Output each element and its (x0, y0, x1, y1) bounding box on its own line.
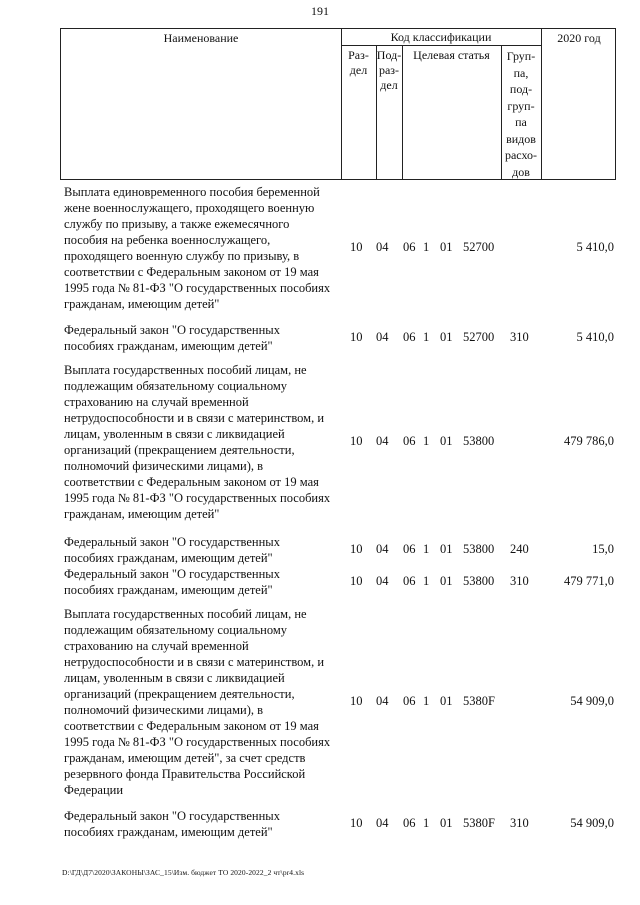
program-code: 06 (403, 330, 416, 344)
section-code: 10 (350, 240, 363, 254)
section-code: 10 (350, 434, 363, 448)
row-name-line: резервного фонда Правительства Российской (64, 767, 306, 781)
row-name-line: организаций (прекращением деятельности, (64, 443, 295, 457)
header-divider (341, 45, 541, 46)
event-code: 01 (440, 816, 453, 830)
row-name (64, 534, 342, 566)
row-name-line: страхованию на случай временной (64, 395, 249, 409)
header-group (501, 48, 541, 180)
direction-code: 53800 (463, 574, 495, 588)
row-name-line: проходящего военную службу по призыву, в (64, 249, 300, 263)
event-code: 01 (440, 694, 453, 708)
subsection-code: 04 (376, 694, 389, 708)
row-name-line: Выплата единовременного пособия беременной (64, 185, 320, 199)
row-name-line: Выплата государственных пособий лицам, не (64, 363, 307, 377)
subsection-code: 04 (376, 542, 389, 556)
subsection-code: 04 (376, 240, 389, 254)
row-name-line: Выплата государственных пособий лицам, не (64, 607, 307, 621)
row-name-line: полномочий физическими лицами), в (64, 459, 264, 473)
header-group-line: па, (513, 65, 529, 80)
section-code: 10 (350, 574, 363, 588)
direction-code: 52700 (463, 240, 495, 254)
page-number: 191 (311, 4, 329, 18)
direction-code: 5380F (463, 816, 495, 830)
event-code: 01 (440, 434, 453, 448)
header-group-line: па (515, 115, 527, 129)
row-name-line: подлежащим обязательному социальному (64, 623, 288, 637)
event-code: 01 (440, 574, 453, 588)
row-name-line: страхованию на случай временной (64, 639, 249, 653)
row-name (64, 808, 342, 840)
row-name-line: гражданам, имеющим детей" (64, 297, 220, 311)
row-name (64, 184, 342, 312)
direction-code: 53800 (463, 434, 495, 448)
header-group-line: расхо- (504, 148, 538, 162)
header-divider (541, 29, 542, 179)
row-name-line: соответствии с Федеральным законом от 19 мая (64, 719, 319, 733)
row-name-line: лицам, уволенным в связи с ликвидацией (64, 671, 285, 685)
header-section-line: дел (349, 63, 368, 77)
amount-2020: 54 909,0 (570, 816, 614, 830)
header-target-article: Целевая статья (413, 48, 490, 62)
row-name-line: нетрудоспособности и в связи с материнством, и (64, 411, 325, 425)
header-subsection-line: раз- (378, 63, 400, 77)
program-code: 06 (403, 694, 416, 708)
row-name (64, 362, 342, 522)
row-name (64, 566, 342, 598)
direction-code: 53800 (463, 542, 495, 556)
header-group-line: Груп- (506, 49, 536, 63)
header-section (341, 48, 376, 78)
row-name-line: соответствии с Федеральным законом от 19 мая (64, 265, 319, 279)
subprogram-code: 1 (423, 542, 430, 556)
program-code: 06 (403, 542, 416, 556)
row-name-line: Федерации (64, 783, 124, 797)
header-name: Наименование (163, 31, 239, 45)
section-code: 10 (350, 694, 363, 708)
header-divider (402, 46, 403, 179)
expense-type-code: 310 (510, 816, 529, 830)
row-name (64, 606, 342, 798)
subsection-code: 04 (376, 330, 389, 344)
amount-2020: 54 909,0 (570, 694, 614, 708)
header-group-line: груп- (507, 98, 535, 113)
amount-2020: 15,0 (592, 542, 614, 556)
row-name-line: Федеральный закон "О государственных (64, 535, 280, 549)
row-name-line: Федеральный закон "О государственных (64, 567, 280, 581)
row-name-line: соответствии с Федеральным законом от 19 мая (64, 475, 319, 489)
row-name-line: жене военнослужащего, проходящего военную (64, 201, 315, 215)
direction-code: 5380F (463, 694, 495, 708)
header-group-line: под- (509, 82, 533, 96)
subprogram-code: 1 (423, 330, 430, 344)
row-name-line: пособия на ребенка военнослужащего, (64, 233, 271, 247)
program-code: 06 (403, 816, 416, 830)
row-name-line: полномочий физическими лицами), в (64, 703, 264, 717)
row-name-line: Федеральный закон "О государственных (64, 323, 280, 337)
header-year: 2020 год (557, 31, 601, 45)
event-code: 01 (440, 542, 453, 556)
expense-type-code: 240 (510, 542, 529, 556)
header-group-line: видов (506, 131, 536, 146)
program-code: 06 (403, 434, 416, 448)
subsection-code: 04 (376, 816, 389, 830)
subsection-code: 04 (376, 574, 389, 588)
row-name-line: гражданам, имеющим детей", за счет средств (64, 751, 306, 765)
header-group-line: дов (512, 164, 530, 179)
event-code: 01 (440, 330, 453, 344)
amount-2020: 5 410,0 (576, 240, 614, 254)
event-code: 01 (440, 240, 453, 254)
row-name-line: 1995 года № 81-ФЗ "О государственных пособиях (64, 735, 331, 749)
subprogram-code: 1 (423, 816, 430, 830)
row-name (64, 322, 342, 354)
row-name-line: организаций (прекращением деятельности, (64, 687, 295, 701)
expense-type-code: 310 (510, 330, 529, 344)
header-subsection-line: дел (380, 78, 398, 92)
program-code: 06 (403, 574, 416, 588)
row-name-line: пособиях гражданам, имеющим детей" (64, 339, 273, 353)
row-name-line: нетрудоспособности и в связи с материнством, и (64, 655, 325, 669)
row-name-line: гражданам, имеющим детей" (64, 507, 220, 521)
program-code: 06 (403, 240, 416, 254)
table-header (60, 28, 616, 180)
header-section-line: Раз- (348, 48, 369, 62)
row-name-line: пособиях гражданам, имеющим детей" (64, 583, 273, 597)
subsection-code: 04 (376, 434, 389, 448)
section-code: 10 (350, 816, 363, 830)
expense-type-code: 310 (510, 574, 529, 588)
row-name-line: подлежащим обязательному социальному (64, 379, 288, 393)
amount-2020: 479 771,0 (564, 574, 614, 588)
row-name-line: пособиях гражданам, имеющим детей" (64, 825, 273, 839)
amount-2020: 479 786,0 (564, 434, 614, 448)
row-name-line: пособиях гражданам, имеющим детей" (64, 551, 273, 565)
row-name-line: 1995 года № 81-ФЗ "О государственных пособиях (64, 491, 331, 505)
subprogram-code: 1 (423, 240, 430, 254)
section-code: 10 (350, 542, 363, 556)
header-subsection-line: Под- (376, 48, 402, 62)
direction-code: 52700 (463, 330, 495, 344)
row-name-line: Федеральный закон "О государственных (64, 809, 280, 823)
subprogram-code: 1 (423, 434, 430, 448)
header-classification: Код классификации (390, 30, 492, 44)
amount-2020: 5 410,0 (576, 330, 614, 344)
section-code: 10 (350, 330, 363, 344)
row-name-line: 1995 года № 81-ФЗ "О государственных пособиях (64, 281, 331, 295)
header-subsection (376, 48, 402, 93)
subprogram-code: 1 (423, 574, 430, 588)
row-name-line: лицам, уволенным в связи с ликвидацией (64, 427, 285, 441)
subprogram-code: 1 (423, 694, 430, 708)
row-name-line: службу по призыву, а также ежемесячного (64, 217, 290, 231)
file-path-footer: D:\ГД\Д7\2020\ЗАКОНЫ\ЗАС_15\Изм. бюджет ТО 2020-2022_2 чт\pr4.xls (62, 868, 305, 877)
